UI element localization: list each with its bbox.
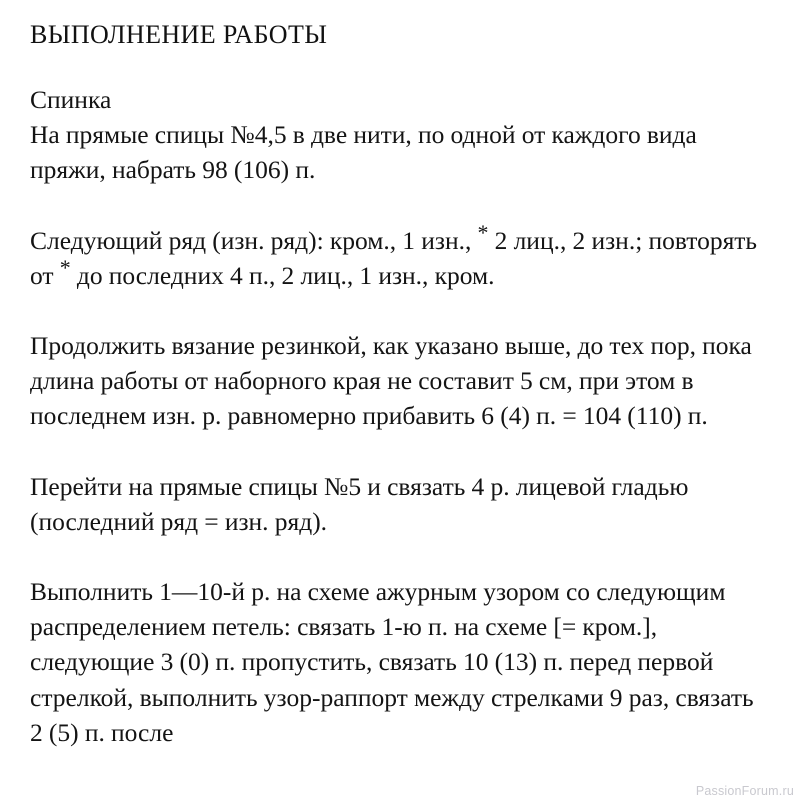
section-heading-spinka: Спинка bbox=[30, 85, 112, 114]
asterisk-marker-second: * bbox=[59, 254, 71, 280]
paragraph-ribbing: Продолжить вязание резинкой, как указано выше, до тех пор, пока длина работы от наборного края не составит 5 см, при этом в последнем изн. р. равномерно прибавить 6 (4) п. = 104 (110) п. bbox=[30, 331, 752, 431]
next-row-text-after: до последних 4 п., 2 лиц., 1 изн., кром. bbox=[70, 260, 495, 290]
page-title: ВЫПОЛНЕНИЕ РАБОТЫ bbox=[30, 20, 328, 49]
next-row-text-before-star: Следующий ряд (изн. ряд): кром., 1 изн., bbox=[30, 225, 478, 255]
paragraph-next-row bbox=[30, 219, 766, 293]
asterisk-marker-first: * bbox=[477, 219, 489, 245]
paragraph-stockinette: Перейти на прямые спицы №5 и связать 4 р. лицевой гладью (последний ряд = изн. ряд). bbox=[30, 471, 689, 536]
next-row-text-middle: 2 лиц., 2 изн.; повторять от bbox=[30, 225, 758, 290]
paragraph-lace-chart: Выполнить 1—10-й р. на схеме ажурным узором со следующим распределением петель: связать 1-ю п. на схеме [= кром.], следующие 3 (0) п. пропустить, связать 10 (13) п. перед первой стрелкой, выполнить узор-раппорт между стрелками 9 раз, связать 2 (5) п. после bbox=[30, 577, 754, 747]
watermark-passionforum: PassionForum.ru bbox=[695, 784, 794, 798]
paragraph-cast-on: На прямые спицы №4,5 в две нити, по одной от каждого вида пряжи, набрать 98 (106) п. bbox=[30, 120, 697, 185]
